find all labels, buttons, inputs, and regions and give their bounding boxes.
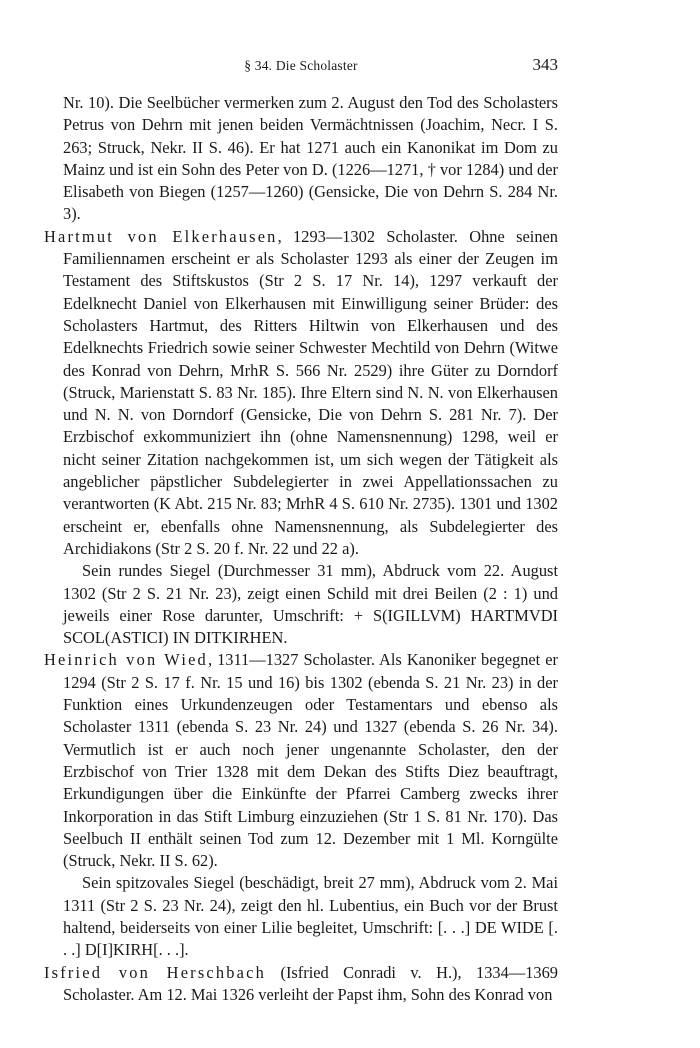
entry-name: Heinrich von Wied (44, 650, 208, 670)
page-body (44, 92, 558, 1006)
paragraph-seal-heinrich: Sein spitzovales Siegel (beschädigt, breit 27 mm), Abdruck vom 2. Mai 1311 (Str 2 S. 23 Nr. 24), zeigt den hl. Lubentius, ein Buch vor der Brust haltend, beiderseits von einer Lilie begleitet, Umschrift: [. . .] DE WIDE [. . .] D[I]KIRH[. . .]. (63, 873, 558, 960)
running-header (44, 54, 558, 78)
entry-heinrich (44, 649, 558, 872)
entry-text: , 1311—1327 Scholaster. Als Kanoniker begegnet er 1294 (Str 2 S. 17 f. Nr. 15 und 16) bis 1302 (ebenda S. 21 Nr. 23) in der Funktion eines Urkundenzeugen oder Testamentars und ebenso als Scholaster 1311 (ebenda S. 23 Nr. 24) und 1327 (ebenda S. 26 Nr. 34). Vermutlich ist er auch noch jener ungenannte Scholaster, den der Erzbischof von Trier 1328 mit dem Dekan des Stifts Diez beauftragt, Erkundigungen über die Einkünfte der Pfarrei Camberg zwecks ihrer Inkorporation in das Stift Limburg einzuziehen (Str 1 S. 81 Nr. 170). Das Seelbuch II enthält seinen Tod zum 12. Dezember mit 1 Ml. Korngülte (Struck, Nekr. II S. 62). (63, 650, 558, 871)
entry-name: Isfried von Herschbach (44, 962, 267, 982)
entry-text: (Isfried Conradi v. H.), 1334—1369 Scholaster. Am 12. Mai 1326 verleiht der Papst ihm, Sohn des Konrad von (63, 962, 558, 1004)
paragraph-seal-hartmut: Sein rundes Siegel (Durchmesser 31 mm), Abdruck vom 22. August 1302 (Str 2 S. 21 Nr. 23), zeigt einen Schild mit drei Beilen (2 : 1) und jeweils einer Rose darunter, Umschrift: + S(IGILLVM) HARTMVDI SCOL(ASTICI) IN DITKIRHEN. (63, 561, 558, 648)
entry-name: Hartmut von Elkerhausen (44, 226, 278, 246)
running-title: § 34. Die Scholaster (244, 58, 358, 73)
entry-isfried (44, 962, 558, 1007)
entry-hartmut (44, 226, 558, 560)
entry-text: , 1293—1302 Scholaster. Ohne seinen Familiennamen erscheint er als Scholaster 1293 als einer der Zeugen im Testament des Stiftskustos (Str 2 S. 17 Nr. 14), 1297 verkauft der Edelknecht Daniel von Elkerhausen mit Einwilligung seiner Brüder: des Scholasters Hartmut, des Ritters Hiltwin von Elkerhausen und des Edelknechts Friedrich sowie seiner Schwester Mechtild von Dehrn (Witwe des Konrad von Dehrn, MrhR S. 566 Nr. 2529) ihre Güter zu Dorndorf (Struck, Marienstatt S. 83 Nr. 185). Ihre Eltern sind N. N. von Elkerhausen und N. N. von Dorndorf (Gensicke, Die von Dehrn S. 281 Nr. 7). Der Erzbischof exkommuniziert ihn (ohne Namensnennung) 1298, weil er nicht seiner Zitation nachgekommen ist, um sich wegen der Tätigkeit als angeblicher päpstlicher Subdelegierter in zwei Appellationssachen zu verantworten (K Abt. 215 Nr. 83; MrhR 4 S. 610 Nr. 2735). 1301 und 1302 erscheint er, ebenfalls ohne Namensnennung, als Subdelegierter des Archidiakons (Str 2 S. 20 f. Nr. 22 und 22 a). (63, 226, 558, 558)
paragraph-continuation: Nr. 10). Die Seelbücher vermerken zum 2. August den Tod des Scholasters Petrus von Dehrn mit jenen beiden Vermächtnissen (Joachim, Necr. I S. 263; Struck, Nekr. II S. 46). Er hat 1271 auch ein Kanonikat im Dom zu Mainz und ist ein Sohn des Peter von D. (1226—1271, † vor 1284) und der Elisabeth von Biegen (1257—1260) (Gensicke, Die von Dehrn S. 284 Nr. 3). (63, 93, 558, 224)
page-number: 343 (532, 55, 558, 74)
